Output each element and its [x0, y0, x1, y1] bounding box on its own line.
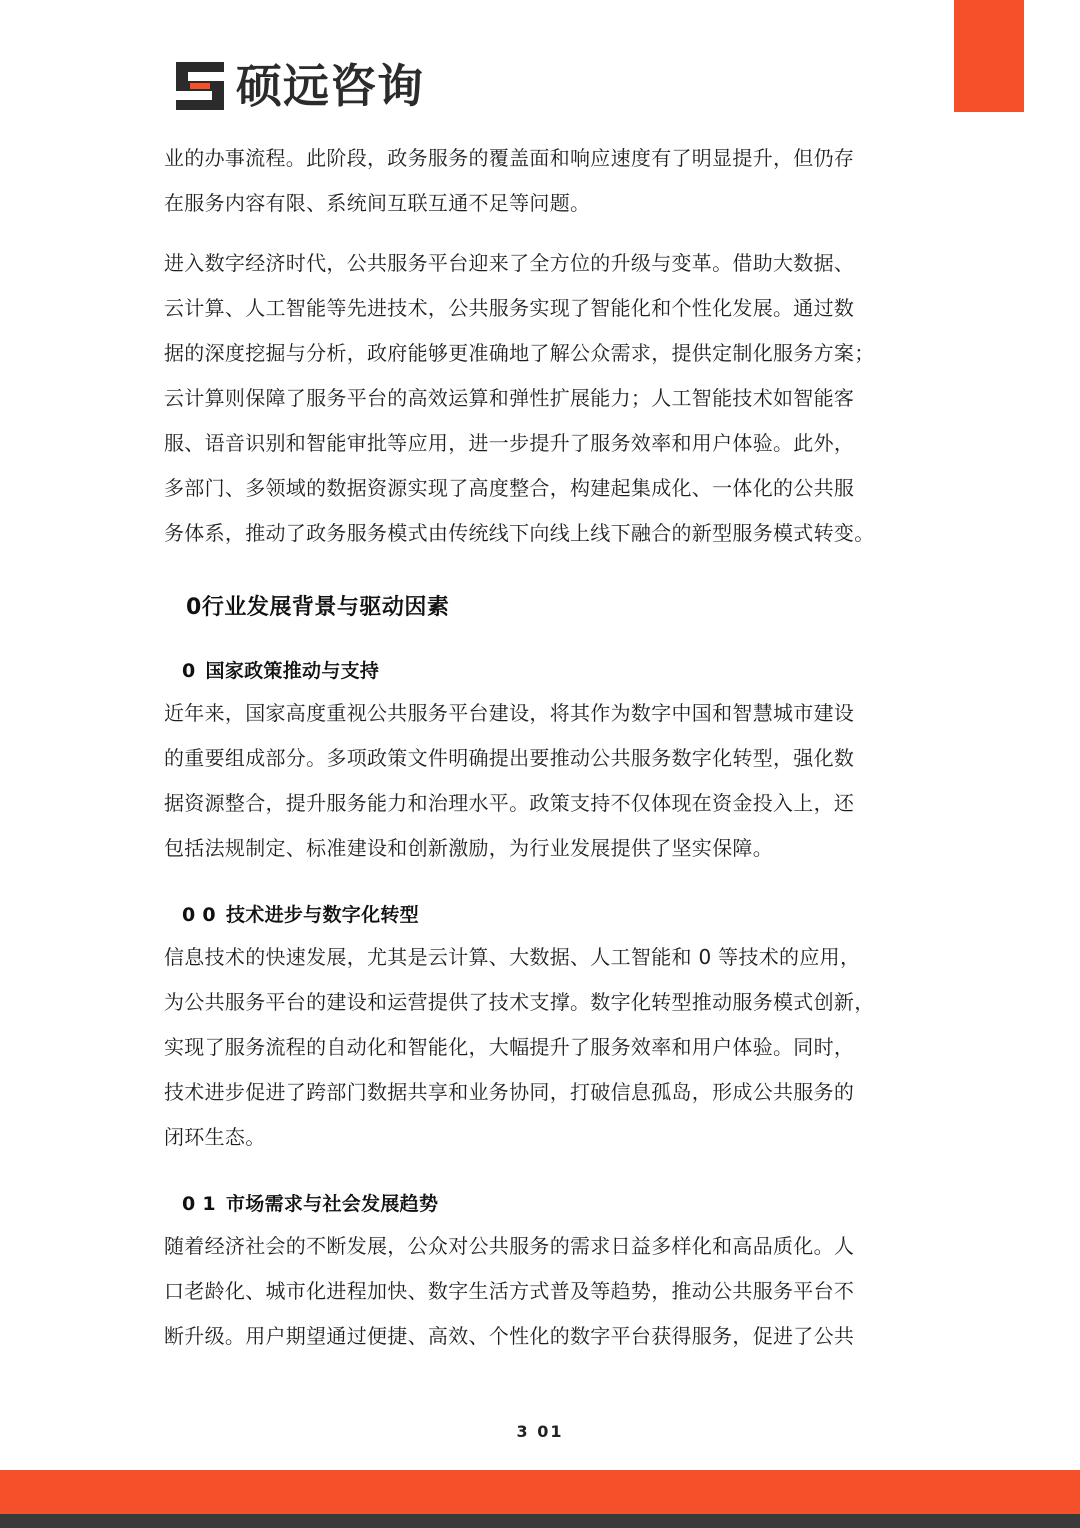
paragraph-line: 多部门、多领域的数据资源实现了高度整合，构建起集成化、一体化的公共服: [164, 476, 855, 500]
footer-accent-bar: [0, 1470, 1080, 1514]
heading-text: 国家政策推动与支持: [205, 660, 380, 682]
paragraph-line: 随着经济社会的不断发展，公众对公共服务的需求日益多样化和高品质化。人: [164, 1234, 855, 1258]
paragraph-line: 技术进步促进了跨部门数据共享和业务协同，打破信息孤岛，形成公共服务的: [164, 1080, 855, 1104]
paragraph-line: 为公共服务平台的建设和运营提供了技术支撑。数字化转型推动服务模式创新，: [164, 990, 875, 1014]
subsection-heading: [182, 900, 419, 930]
footer-dark-strip: [0, 1514, 1080, 1528]
paragraph-line: 近年来，国家高度重视公共服务平台建设，将其作为数字中国和智慧城市建设: [164, 701, 855, 725]
paragraph-line: 业的办事流程。此阶段，政务服务的覆盖面和响应速度有了明显提升，但仍存: [164, 146, 855, 170]
paragraph-line: 云计算则保障了服务平台的高效运算和弹性扩展能力；人工智能技术如智能客: [164, 386, 855, 410]
section-heading: [186, 593, 449, 623]
s-block-logo-icon: [176, 62, 224, 110]
heading-number: 0 0: [182, 904, 216, 926]
corner-accent-block: [954, 0, 1024, 112]
subsection-heading: [182, 656, 379, 686]
paragraph-line: 口老龄化、城市化进程加快、数字生活方式普及等趋势，推动公共服务平台不: [164, 1279, 855, 1303]
brand-logo: [176, 60, 424, 112]
paragraph-line: 的重要组成部分。多项政策文件明确提出要推动公共服务数字化转型，强化数: [164, 746, 855, 770]
paragraph-line: 务体系，推动了政务服务模式由传统线下向线上线下融合的新型服务模式转变。: [164, 521, 875, 545]
paragraph-line: 闭环生态。: [164, 1125, 266, 1149]
paragraph-line: 实现了服务流程的自动化和智能化，大幅提升了服务效率和用户体验。同时，: [164, 1035, 855, 1059]
brand-name: 硕远咨询: [236, 59, 424, 113]
subsection-heading: [182, 1189, 438, 1219]
paragraph-line: 在服务内容有限、系统间互联互通不足等问题。: [164, 191, 591, 215]
paragraph-line: 据的深度挖掘与分析，政府能够更准确地了解公众需求，提供定制化服务方案；: [164, 341, 875, 365]
heading-number: 0: [186, 595, 202, 620]
paragraph-line: 信息技术的快速发展，尤其是云计算、大数据、人工智能和 0 等技术的应用，: [164, 945, 861, 969]
heading-text: 技术进步与数字化转型: [225, 904, 419, 926]
paragraph-line: 包括法规制定、标准建设和创新激励，为行业发展提供了坚实保障。: [164, 836, 773, 860]
paragraph-line: 断升级。用户期望通过便捷、高效、个性化的数字平台获得服务，促进了公共: [164, 1324, 855, 1348]
paragraph-line: 进入数字经济时代，公共服务平台迎来了全方位的升级与变革。借助大数据、: [164, 251, 855, 275]
paragraph-line: 云计算、人工智能等先进技术，公共服务实现了智能化和个性化发展。通过数: [164, 296, 855, 320]
heading-number: 0: [182, 660, 196, 682]
heading-text: 市场需求与社会发展趋势: [225, 1193, 439, 1215]
heading-number: 0 1: [182, 1193, 216, 1215]
paragraph-line: 服、语音识别和智能审批等应用，进一步提升了服务效率和用户体验。此外，: [164, 431, 855, 455]
page-number: 3 01: [516, 1422, 564, 1441]
heading-text: 行业发展背景与驱动因素: [201, 595, 450, 620]
paragraph-line: 据资源整合，提升服务能力和治理水平。政策支持不仅体现在资金投入上，还: [164, 791, 855, 815]
